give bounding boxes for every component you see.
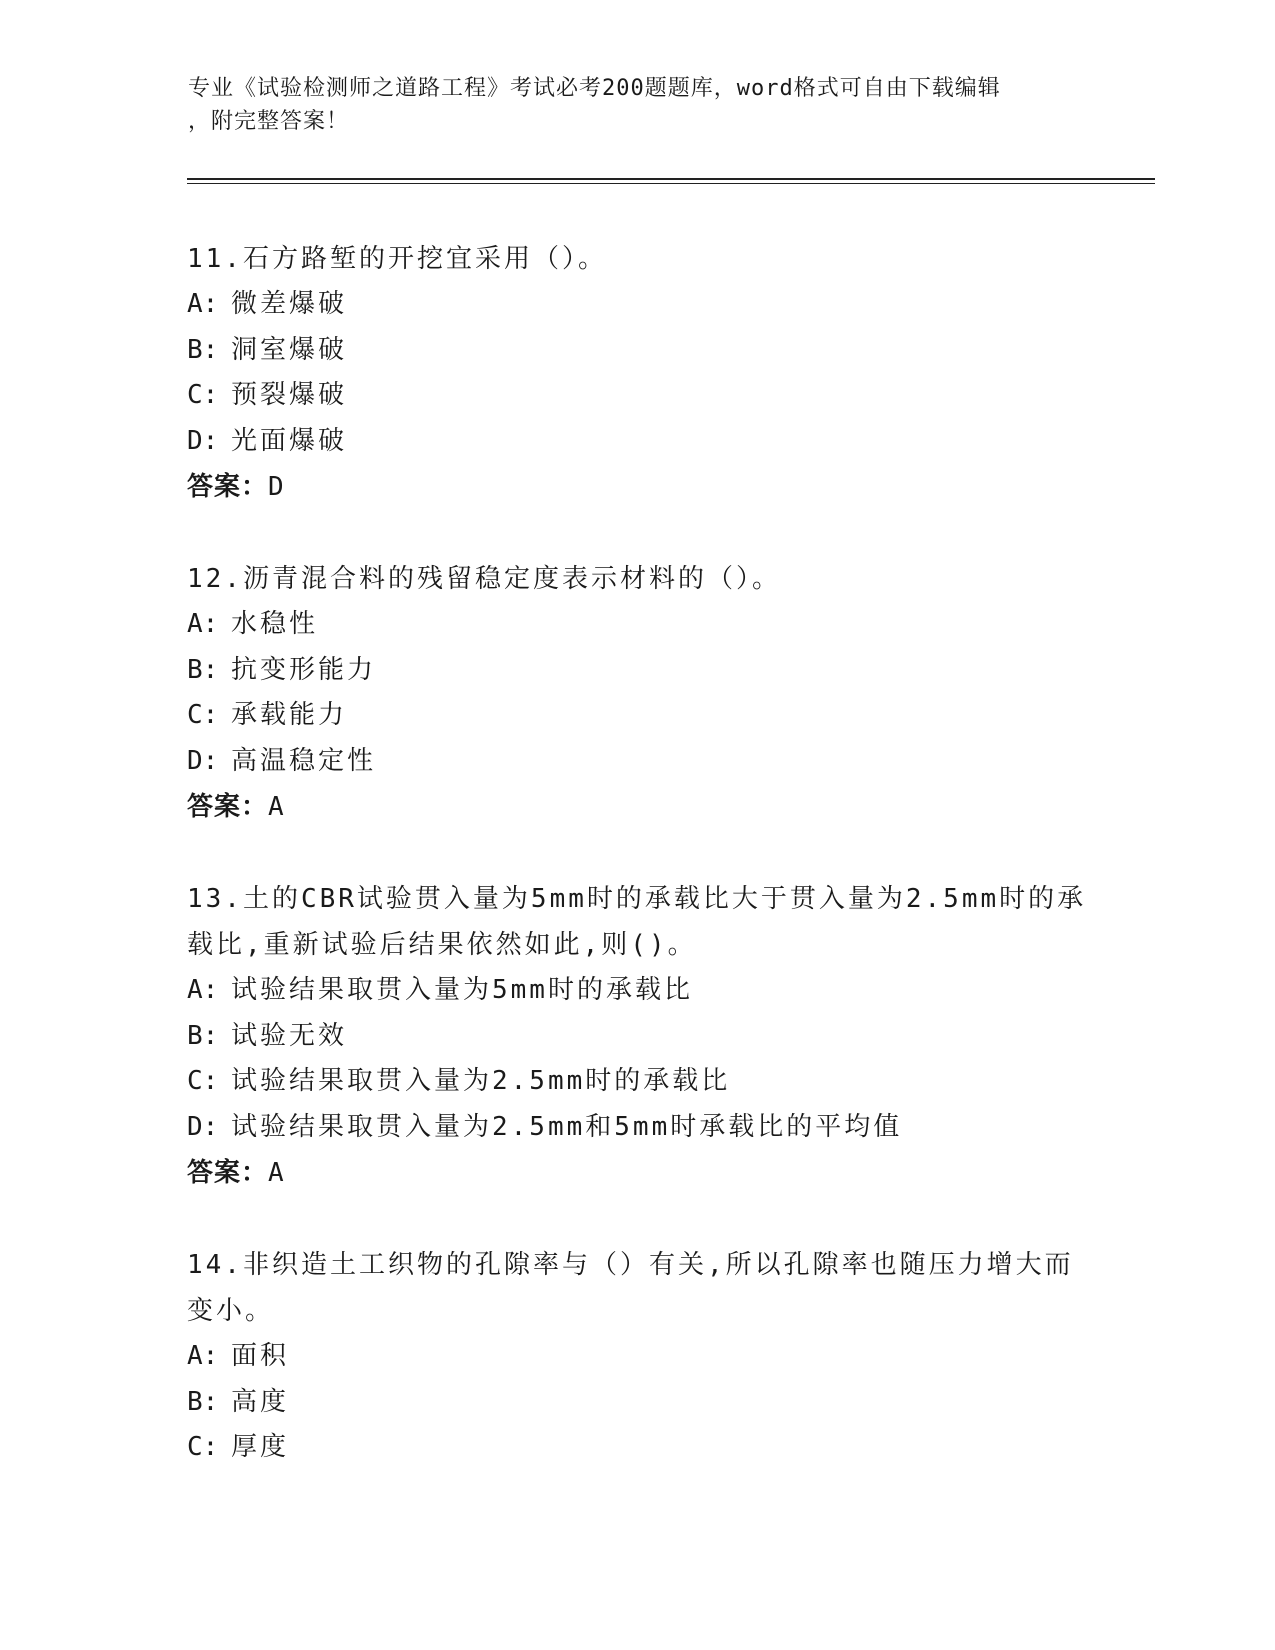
option-text: 试验结果取贯入量为2.5mm和5mm时承载比的平均值 [231,1111,903,1142]
option-key: B: [187,1020,219,1051]
option-b [187,1014,1087,1060]
option-b [187,648,1087,694]
option-text: 厚度 [231,1432,290,1462]
option-c [187,1059,1087,1105]
option-d [187,419,1087,465]
option-key: C: [187,1066,219,1096]
option-a [187,968,1087,1014]
option-c [187,373,1087,419]
answer-line [187,1150,1087,1196]
option-key: C: [187,380,219,410]
option-key: B: [187,1386,219,1417]
option-a [187,602,1087,648]
option-text: 预裂爆破 [231,380,348,410]
question-text: 12.沥青混合料的残留稳定度表示材料的（）。 [187,564,781,594]
question-list [187,236,1087,1517]
option-a [187,282,1087,328]
answer-value: A [268,792,286,822]
option-text: 高温稳定性 [231,745,377,776]
option-key: D: [187,425,219,456]
option-key: C: [187,700,219,730]
answer-label: 答案： [187,1158,269,1188]
option-c [187,693,1087,739]
document-header [188,72,1078,138]
option-key: A: [187,289,219,319]
answer-line [187,464,1087,510]
option-text: 光面爆破 [231,425,348,456]
question-12 [187,556,1087,830]
option-text: 承载能力 [231,700,348,730]
option-text: 试验无效 [231,1020,348,1051]
answer-value: A [268,1158,286,1188]
option-key: B: [187,334,219,365]
option-b [187,1380,1087,1426]
header-title-line-2: ，附完整答案！ [188,109,350,134]
option-key: A: [187,609,219,639]
question-11 [187,236,1087,510]
answer-line [187,784,1087,830]
option-text: 微差爆破 [231,289,348,319]
question-text: 14.非织造土工织物的孔隙率与（）有关,所以孔隙率也随压力增大而变小。 [187,1250,1074,1326]
option-text: 水稳性 [231,609,319,639]
option-b [187,328,1087,374]
answer-label: 答案： [187,472,269,502]
option-a [187,1334,1087,1380]
question-14 [187,1242,1087,1471]
answer-label: 答案： [187,792,269,822]
option-d [187,1105,1087,1151]
question-text: 11.石方路堑的开挖宜采用（）。 [187,244,607,274]
option-key: A: [187,1341,219,1371]
answer-value: D [268,472,286,502]
option-key: C: [187,1432,219,1462]
option-text: 高度 [231,1386,290,1417]
header-title-line-1: 专业《试验检测师之道路工程》考试必考200题题库，word格式可自由下载编辑 [188,76,1001,101]
option-key: D: [187,745,219,776]
option-c [187,1425,1087,1471]
option-text: 面积 [231,1341,290,1371]
option-key: A: [187,975,219,1005]
question-13 [187,876,1087,1196]
option-d [187,739,1087,785]
option-key: B: [187,654,219,685]
question-text: 13.土的CBR试验贯入量为5mm时的承载比大于贯入量为2.5mm时的承载比,重新试验后结果依然如此,则()。 [187,884,1087,960]
header-divider [187,178,1155,184]
option-text: 试验结果取贯入量为5mm时的承载比 [231,975,693,1005]
option-key: D: [187,1111,219,1142]
option-text: 试验结果取贯入量为2.5mm时的承载比 [231,1066,731,1096]
option-text: 洞室爆破 [231,334,348,365]
option-text: 抗变形能力 [231,654,377,685]
